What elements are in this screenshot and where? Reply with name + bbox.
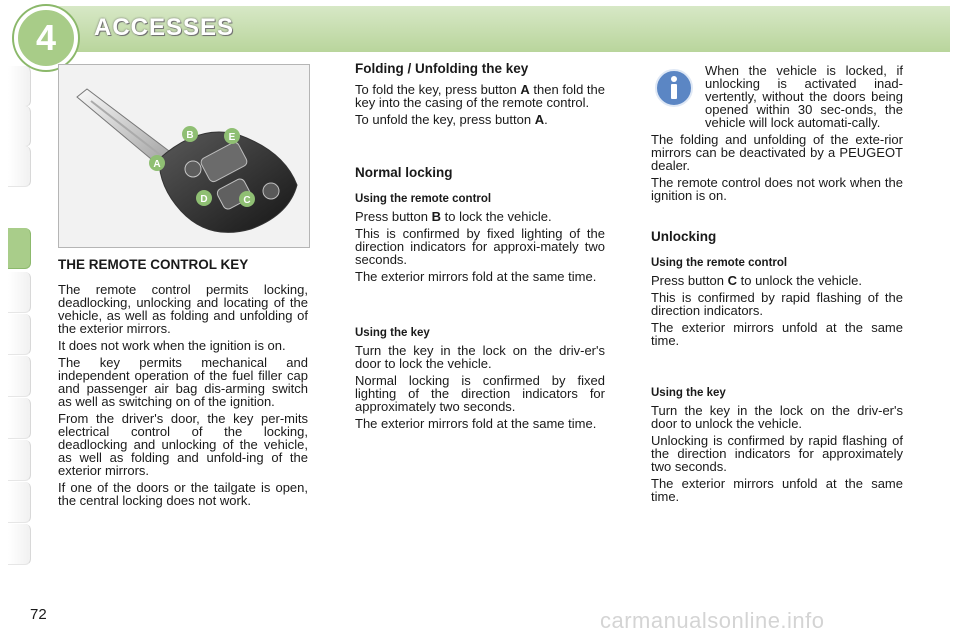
- paragraph: If one of the doors or the tailgate is open, the central locking does not work.: [58, 480, 308, 508]
- paragraph: Unlocking is confirmed by rapid flashing of the direction indicators for approximately two seconds.: [651, 433, 903, 474]
- side-chapter-tabs: [0, 58, 34, 578]
- paragraph: The exterior mirrors fold at the same time.: [355, 416, 597, 431]
- paragraph-fold: To fold the key, press button A then fold the key into the casing of the remote control.: [355, 82, 605, 110]
- middle-column: [355, 62, 605, 434]
- label-a: A: [153, 159, 161, 170]
- button-b-ref: B: [431, 209, 441, 224]
- chapter-tab-5[interactable]: [8, 272, 31, 313]
- paragraph: Normal locking is confirmed by fixed lighting of the direction indicators for approximately two seconds.: [355, 373, 605, 414]
- page-number: 72: [30, 606, 47, 623]
- info-paragraph: The remote control does not work when the ignition is on.: [651, 175, 903, 203]
- subheading-key: Using the key: [355, 327, 430, 339]
- paragraph: Press button C to unlock the vehicle.: [651, 273, 863, 288]
- button-c-ref: C: [727, 273, 737, 288]
- remote-key-illustration: [58, 64, 310, 248]
- paragraph: The exterior mirrors unfold at the same time.: [651, 476, 903, 504]
- heading-normal-locking: Normal locking: [355, 165, 453, 180]
- chapter-tab-1[interactable]: [8, 66, 31, 107]
- paragraph: Press button B to lock the vehicle.: [355, 209, 552, 224]
- label-c: C: [243, 195, 251, 206]
- subheading-key: Using the key: [651, 387, 726, 399]
- chapter-header: [0, 0, 960, 58]
- chapter-tab-4-active[interactable]: [8, 228, 31, 269]
- chapter-tab-9[interactable]: [8, 440, 31, 481]
- chapter-number-badge: 4: [14, 6, 78, 70]
- chapter-tab-6[interactable]: [8, 314, 31, 355]
- chapter-tab-11[interactable]: [8, 524, 31, 565]
- chapter-tab-10[interactable]: [8, 482, 31, 523]
- subheading-remote-control: Using the remote control: [355, 193, 492, 205]
- info-paragraph: When the vehicle is locked, if unlocking is activated inad-vertently, without the doors being opened within 30 sec-onds, the vehicle will lock automati-cally.: [705, 63, 903, 130]
- heading-folding: Folding / Unfolding the key: [355, 61, 529, 76]
- paragraph-unfold: To unfold the key, press button A.: [355, 112, 548, 127]
- heading-unlocking: Unlocking: [651, 229, 717, 244]
- paragraph: Turn the key in the lock on the driv-er's door to unlock the vehicle.: [651, 403, 903, 431]
- chapter-tab-7[interactable]: [8, 356, 31, 397]
- paragraph: The remote control permits locking, deadlocking, unlocking and locating of the vehicle, as well as folding and unfolding of the exterior mirrors.: [58, 282, 308, 336]
- label-e: E: [228, 132, 236, 143]
- button-a-ref: A: [520, 82, 530, 97]
- label-b: B: [186, 130, 194, 141]
- paragraph: This is confirmed by fixed lighting of the direction indicators for approxi-mately two seconds.: [355, 226, 605, 267]
- paragraph: The exterior mirrors fold at the same time.: [355, 269, 597, 284]
- section-title-remote-key: THE REMOTE CONTROL KEY: [58, 257, 249, 272]
- left-column: [58, 258, 308, 511]
- paragraph: From the driver's door, the key per-mits electrical control of the locking, deadlocking and unlocking of the vehicle, as well as folding and unfold-ing of the exterior mirrors.: [58, 411, 308, 478]
- chapter-title: ACCESSES: [94, 14, 235, 41]
- label-d: D: [200, 194, 208, 205]
- info-paragraph: The folding and unfolding of the exte-rior mirrors can be deactivated by a PEUGEOT dealer.: [651, 132, 903, 173]
- paragraph: The exterior mirrors unfold at the same time.: [651, 320, 903, 348]
- watermark: carmanualsonline.info: [600, 608, 825, 633]
- paragraph: The key permits mechanical and independent operation of the fuel filler cap and passenger air bag dis-arming switch as well as switching on of the ignition.: [58, 355, 308, 409]
- paragraph: It does not work when the ignition is on.: [58, 338, 286, 353]
- chapter-tab-2[interactable]: [8, 106, 31, 147]
- subheading-remote-control: Using the remote control: [651, 257, 788, 269]
- button-a-ref: A: [534, 112, 545, 127]
- chapter-tab-8[interactable]: [8, 398, 31, 439]
- right-column: [651, 64, 903, 507]
- paragraph: This is confirmed by rapid flashing of the direction indicators.: [651, 290, 903, 318]
- chapter-tab-3[interactable]: [8, 146, 31, 187]
- paragraph: Turn the key in the lock on the driv-er's door to lock the vehicle.: [355, 343, 605, 371]
